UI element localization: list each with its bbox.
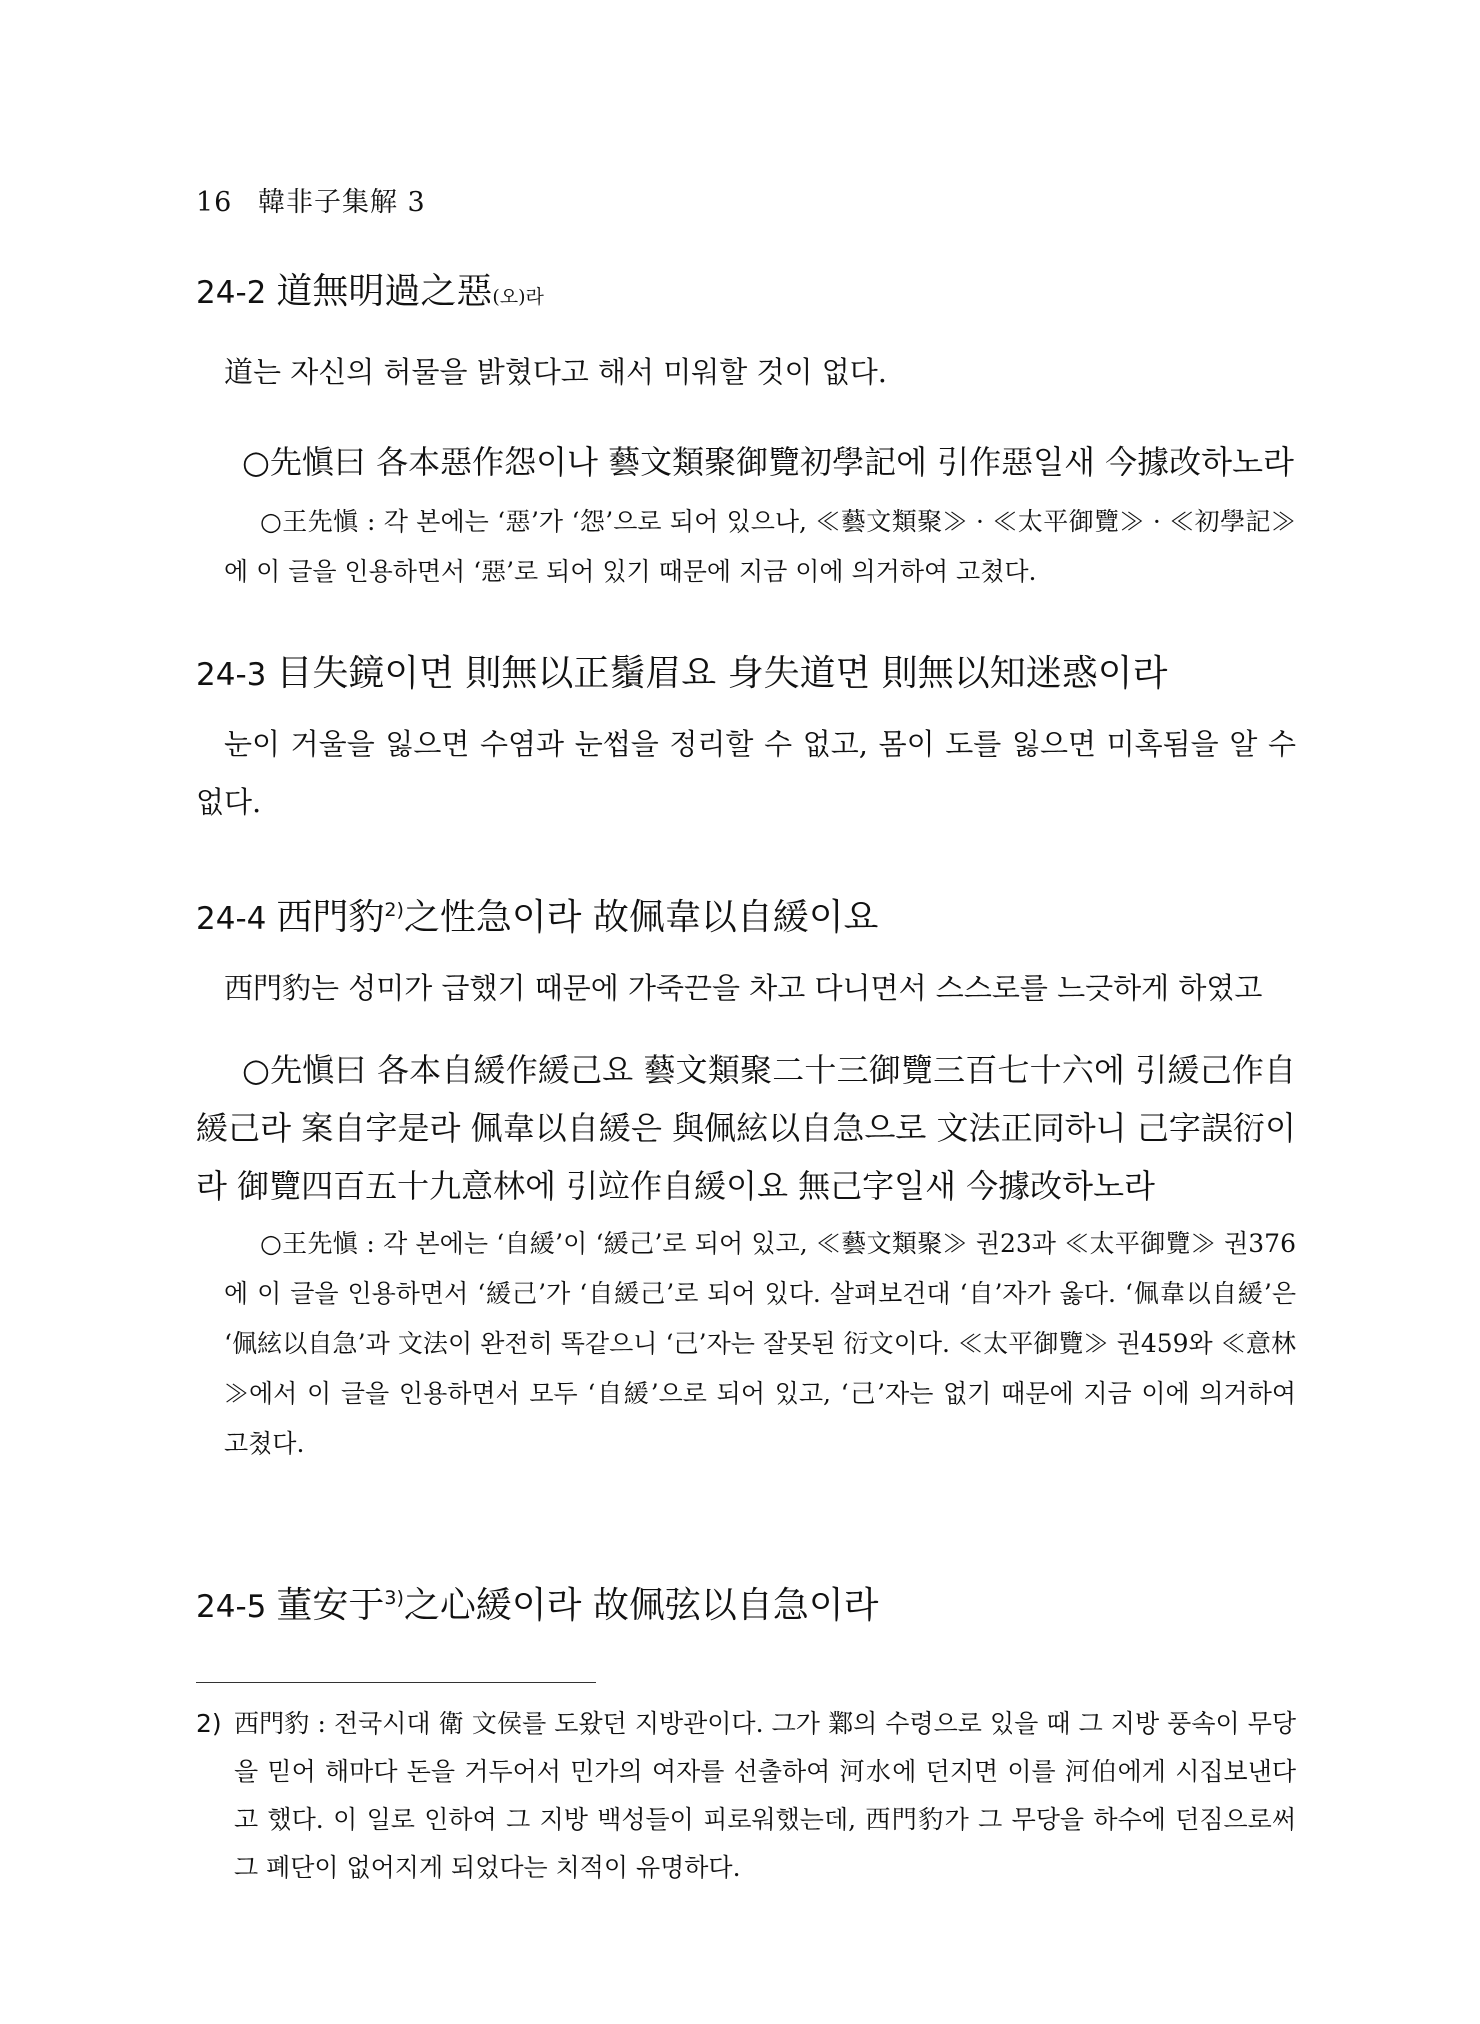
section-number: 24-5: [196, 1589, 267, 1625]
commentary: ○先愼曰 各本自緩作緩己요 藝文類聚二十三御覽三百七十六에 引緩己作自緩己라 案自字是라 佩韋以自緩은 與佩絃以自急으로 文法正同하니 己字誤衍이라 御覽四百五十九意林에 引竝作自緩이요 無己字일새 今據改하노라: [196, 1051, 1296, 1205]
section-24-3: [196, 652, 1296, 831]
commentary-translation: ○王先愼 : 각 본에는 ‘自緩’이 ‘緩己’로 되어 있고, ≪藝文類聚≫ 권23과 ≪太平御覽≫ 권376에 이 글을 인용하면서 ‘緩己’가 ‘自緩己’로 되어 있다. 살펴보건대 ‘自’자가 옳다. ‘佩韋以自緩’은 ‘佩絃以自急’과 文法이 완전히 똑같으니 ‘己’자는 잘못된 衍文이다. ≪太平御覽≫ 권459와 ≪意林≫에서 이 글을 인용하면서 모두 ‘自緩’으로 되어 있고, ‘己’자는 없기 때문에 지금 이에 의거하여 고쳤다.: [224, 1229, 1296, 1458]
section-number: 24-2: [196, 275, 267, 311]
section-heading: [196, 1576, 1296, 1629]
original-text: 西門豹: [276, 897, 385, 938]
book-title: 韓非子集解 3: [257, 187, 426, 218]
running-header: [196, 180, 426, 219]
section-24-2: [196, 270, 1296, 597]
original-text: 之心緩이라 故佩弦以自急이라: [403, 1585, 879, 1626]
footnote-ref[interactable]: 3): [384, 1587, 404, 1609]
page-number: 16: [196, 187, 233, 218]
section-number: 24-4: [196, 901, 267, 937]
section-heading: [196, 888, 1296, 941]
section-heading: [196, 652, 1296, 697]
footnote-text: 西門豹 : 전국시대 衛 文侯를 도왔던 지방관이다. 그가 鄴의 수령으로 있을 때 그 지방 풍속이 무당을 믿어 해마다 돈을 거두어서 민가의 여자를 선출하여 河水에 던지면 이를 河伯에게 시집보낸다고 했다. 이 일로 인하여 그 지방 백성들이 피로워했는데, 西門豹가 그 무당을 하수에 던짐으로써 그 폐단이 없어지게 되었다는 치적이 유명하다.: [234, 1709, 1296, 1882]
footnote-ref[interactable]: 2): [384, 899, 404, 921]
section-24-5: [196, 1576, 1296, 1629]
footnote-2: [196, 1700, 1296, 1892]
original-text: 董安于: [276, 1585, 385, 1626]
section-number: 24-3: [196, 657, 267, 693]
translation: 道는 자신의 허물을 밝혔다고 해서 미워할 것이 없다.: [224, 355, 888, 389]
original-text: 之性急이라 故佩韋以自緩이요: [403, 897, 879, 938]
reading-particle: (오)라: [492, 286, 544, 308]
commentary: ○先愼曰 各本惡作怨이나 藝文類聚御覽初學記에 引作惡일새 今據改하노라: [242, 443, 1294, 481]
commentary-translation: ○王先愼 : 각 본에는 ‘惡’가 ‘怨’으로 되어 있으나, ≪藝文類聚≫ · ≪太平御覽≫ · ≪初學記≫에 이 글을 인용하면서 ‘惡’로 되어 있기 때문에 지금 이에 의거하여 고쳤다.: [224, 507, 1296, 586]
original-text: 目失鏡이면 則無以正鬚眉요 身失道면 則無以知迷惑이라: [276, 653, 1168, 694]
section-24-4: [196, 888, 1296, 1469]
footnote-divider: [196, 1682, 596, 1683]
section-heading: [196, 270, 1296, 319]
translation: 西門豹는 성미가 급했기 때문에 가죽끈을 차고 다니면서 스스로를 느긋하게 하였고: [224, 971, 1263, 1005]
original-text: 道無明過之惡: [276, 271, 493, 312]
translation: 눈이 거울을 잃으면 수염과 눈썹을 정리할 수 없고, 몸이 도를 잃으면 미혹됨을 알 수 없다.: [196, 727, 1296, 819]
footnote-mark: 2): [196, 1709, 222, 1738]
